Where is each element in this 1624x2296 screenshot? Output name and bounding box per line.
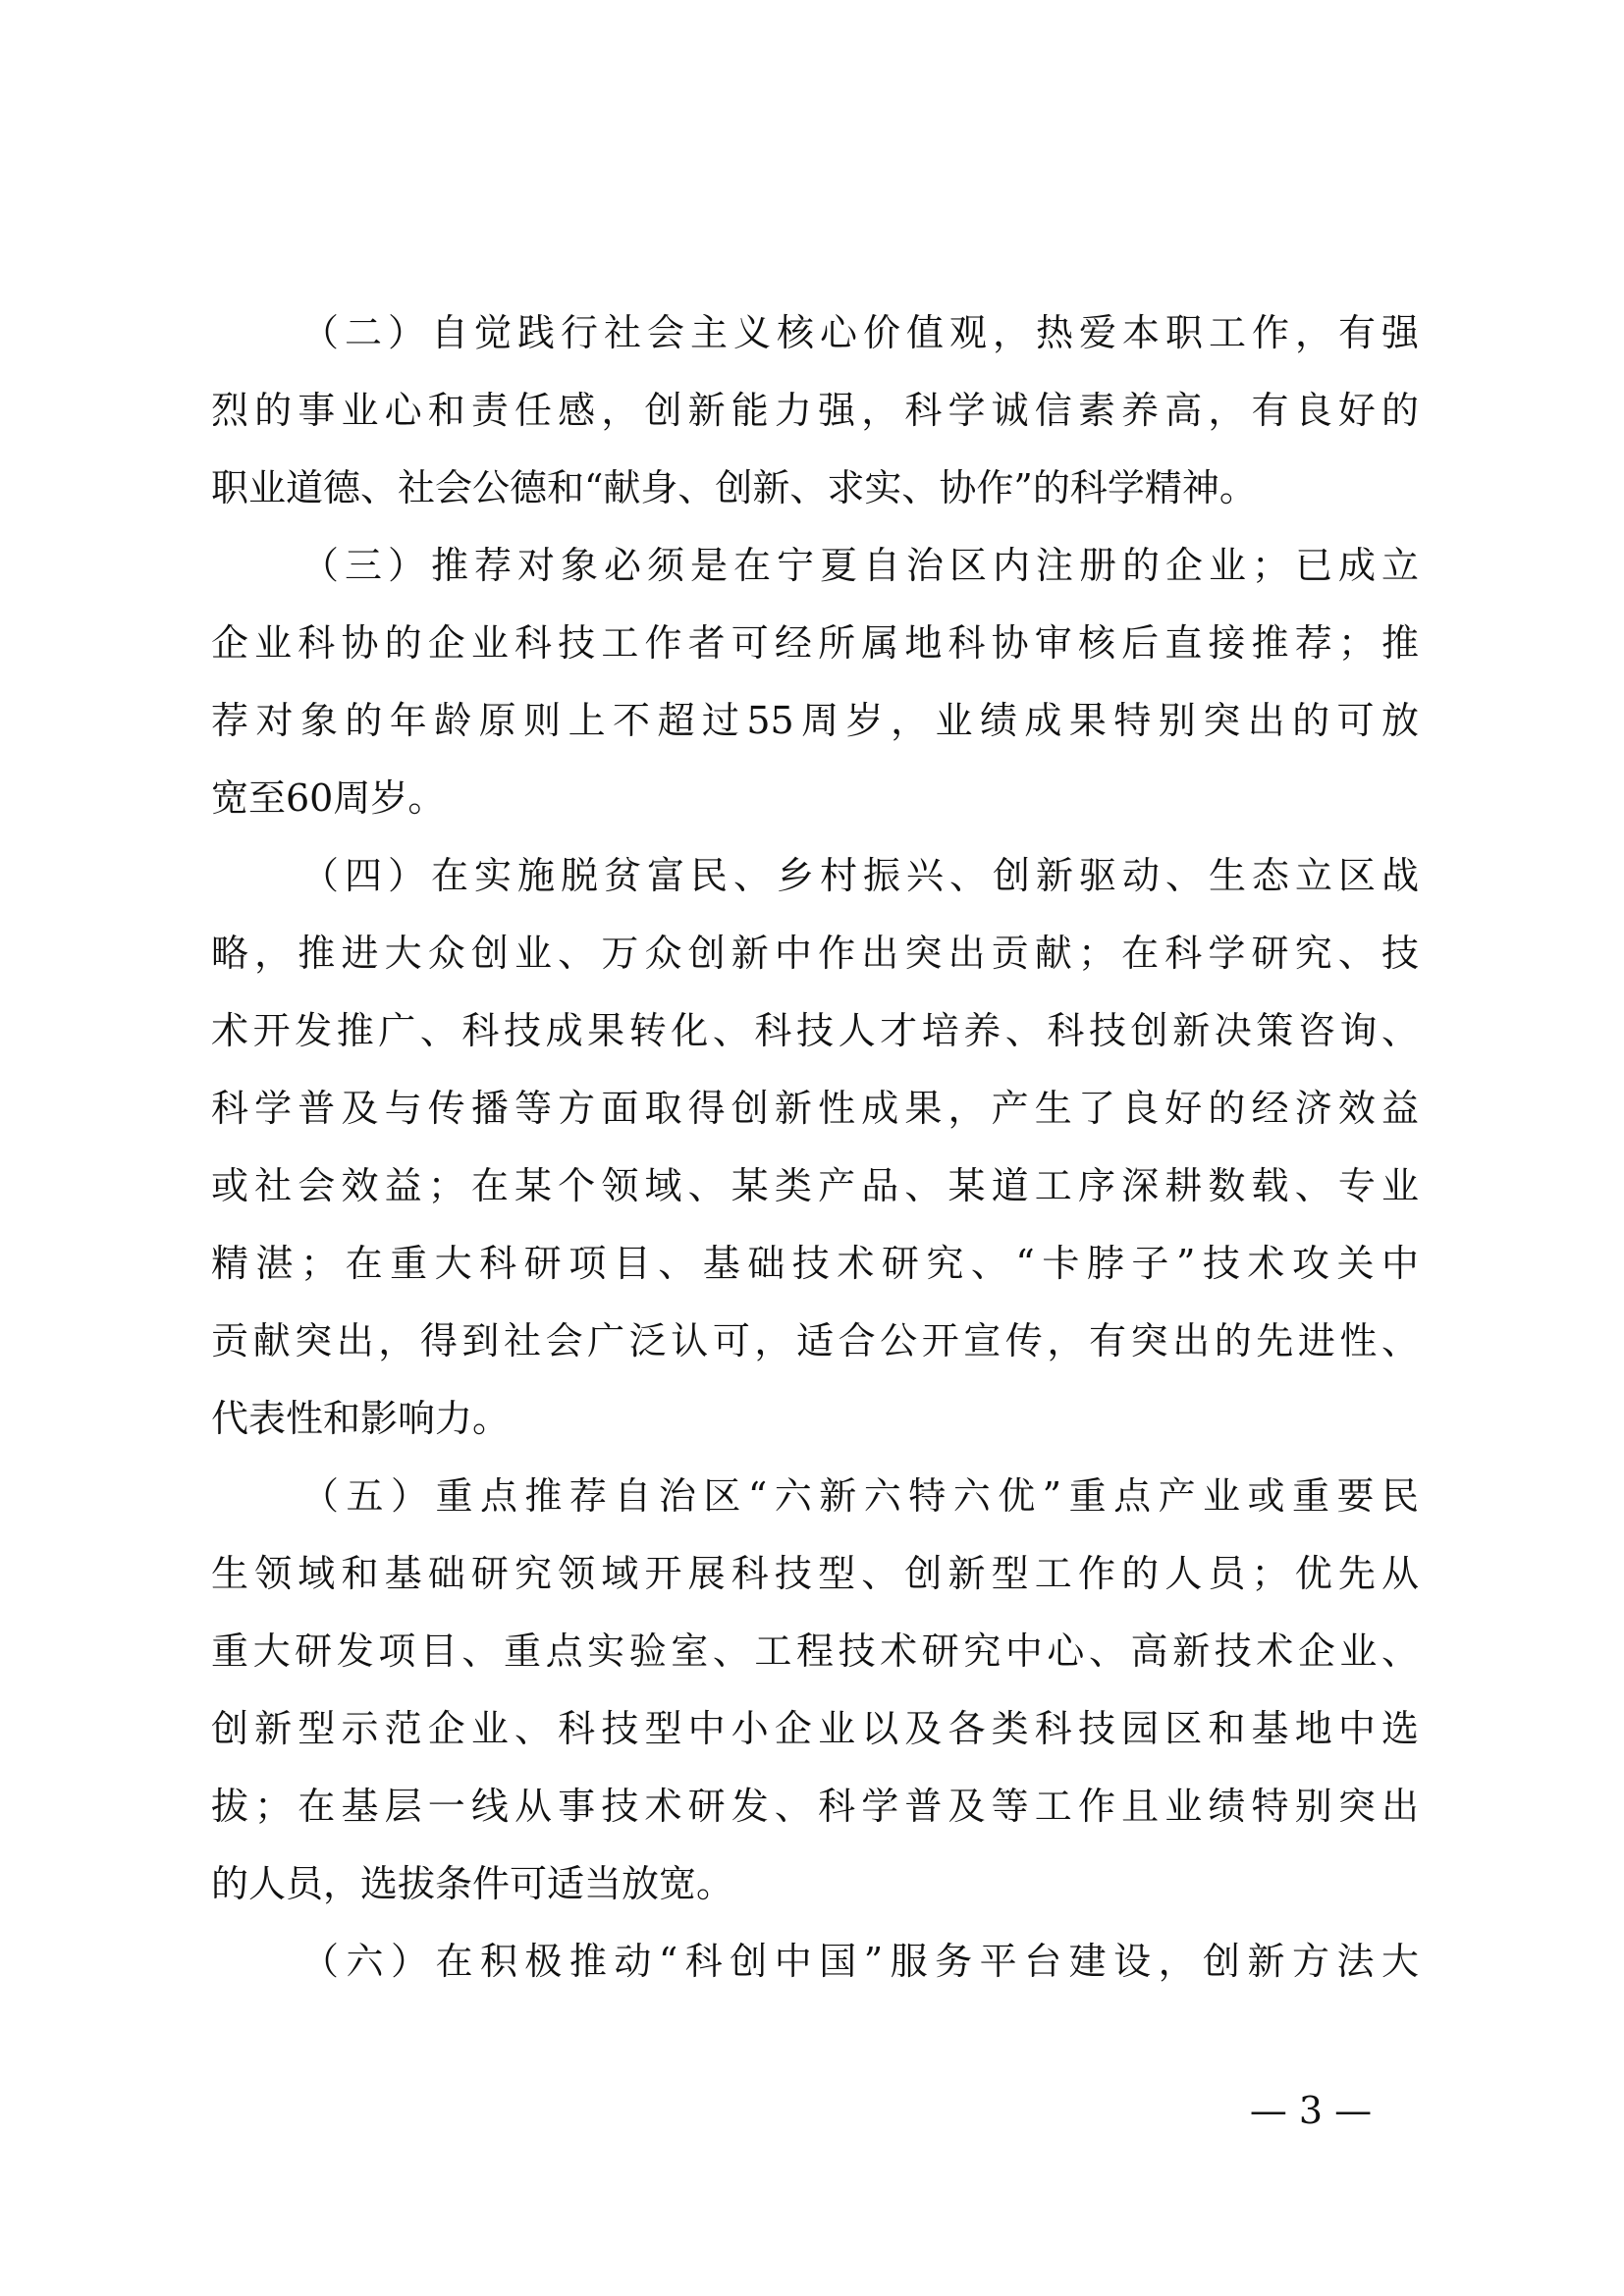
text-line: 略，推进大众创业、万众创新中作出突出贡献；在科学研究、技 — [211, 932, 1419, 975]
paragraph-6 — [211, 1923, 1419, 2001]
text-line: （四）在实施脱贫富民、乡村振兴、创新驱动、生态立区战 — [301, 854, 1419, 897]
text-line: 的人员，选拔条件可适当放宽。 — [211, 1862, 734, 1905]
paragraph-2 — [211, 294, 1419, 527]
text-line: 宽至60周岁。 — [211, 776, 446, 820]
text-line: 拔；在基层一线从事技术研发、科学普及等工作且业绩特别突出 — [211, 1785, 1419, 1828]
text-line: （五）重点推荐自治区“六新六特六优”重点产业或重要民 — [301, 1474, 1419, 1518]
text-line: 职业道德、社会公德和“献身、创新、求实、协作”的科学精神。 — [211, 466, 1257, 509]
text-line: 代表性和影响力。 — [211, 1397, 511, 1440]
text-line: 或社会效益；在某个领域、某类产品、某道工序深耕数载、专业 — [211, 1164, 1419, 1207]
document-body — [211, 294, 1419, 2001]
text-line: （二）自觉践行社会主义核心价值观，热爱本职工作，有强 — [301, 311, 1419, 354]
text-line: 精湛；在重大科研项目、基础技术研究、“卡脖子”技术攻关中 — [211, 1242, 1419, 1285]
text-line: 科学普及与传播等方面取得创新性成果，产生了良好的经济效益 — [211, 1087, 1419, 1130]
text-line: 企业科协的企业科技工作者可经所属地科协审核后直接推荐；推 — [211, 621, 1419, 665]
text-line: （六）在积极推动“科创中国”服务平台建设，创新方法大 — [301, 1940, 1419, 1983]
text-line: 烈的事业心和责任感，创新能力强，科学诚信素养高，有良好的 — [211, 389, 1419, 432]
text-line: 荐对象的年龄原则上不超过55周岁，业绩成果特别突出的可放 — [211, 699, 1419, 742]
text-line: 生领域和基础研究领域开展科技型、创新型工作的人员；优先从 — [211, 1552, 1419, 1595]
text-line: （三）推荐对象必须是在宁夏自治区内注册的企业；已成立 — [301, 544, 1419, 587]
text-line: 贡献突出，得到社会广泛认可，适合公开宣传，有突出的先进性、 — [211, 1319, 1419, 1362]
text-line: 重大研发项目、重点实验室、工程技术研究中心、高新技术企业、 — [211, 1629, 1419, 1673]
page-number: — 3 — — [1249, 2089, 1373, 2132]
text-line: 创新型示范企业、科技型中小企业以及各类科技园区和基地中选 — [211, 1707, 1419, 1750]
paragraph-5 — [211, 1458, 1419, 1923]
text-line: 术开发推广、科技成果转化、科技人才培养、科技创新决策咨询、 — [211, 1009, 1419, 1052]
paragraph-3 — [211, 527, 1419, 837]
paragraph-4 — [211, 837, 1419, 1458]
